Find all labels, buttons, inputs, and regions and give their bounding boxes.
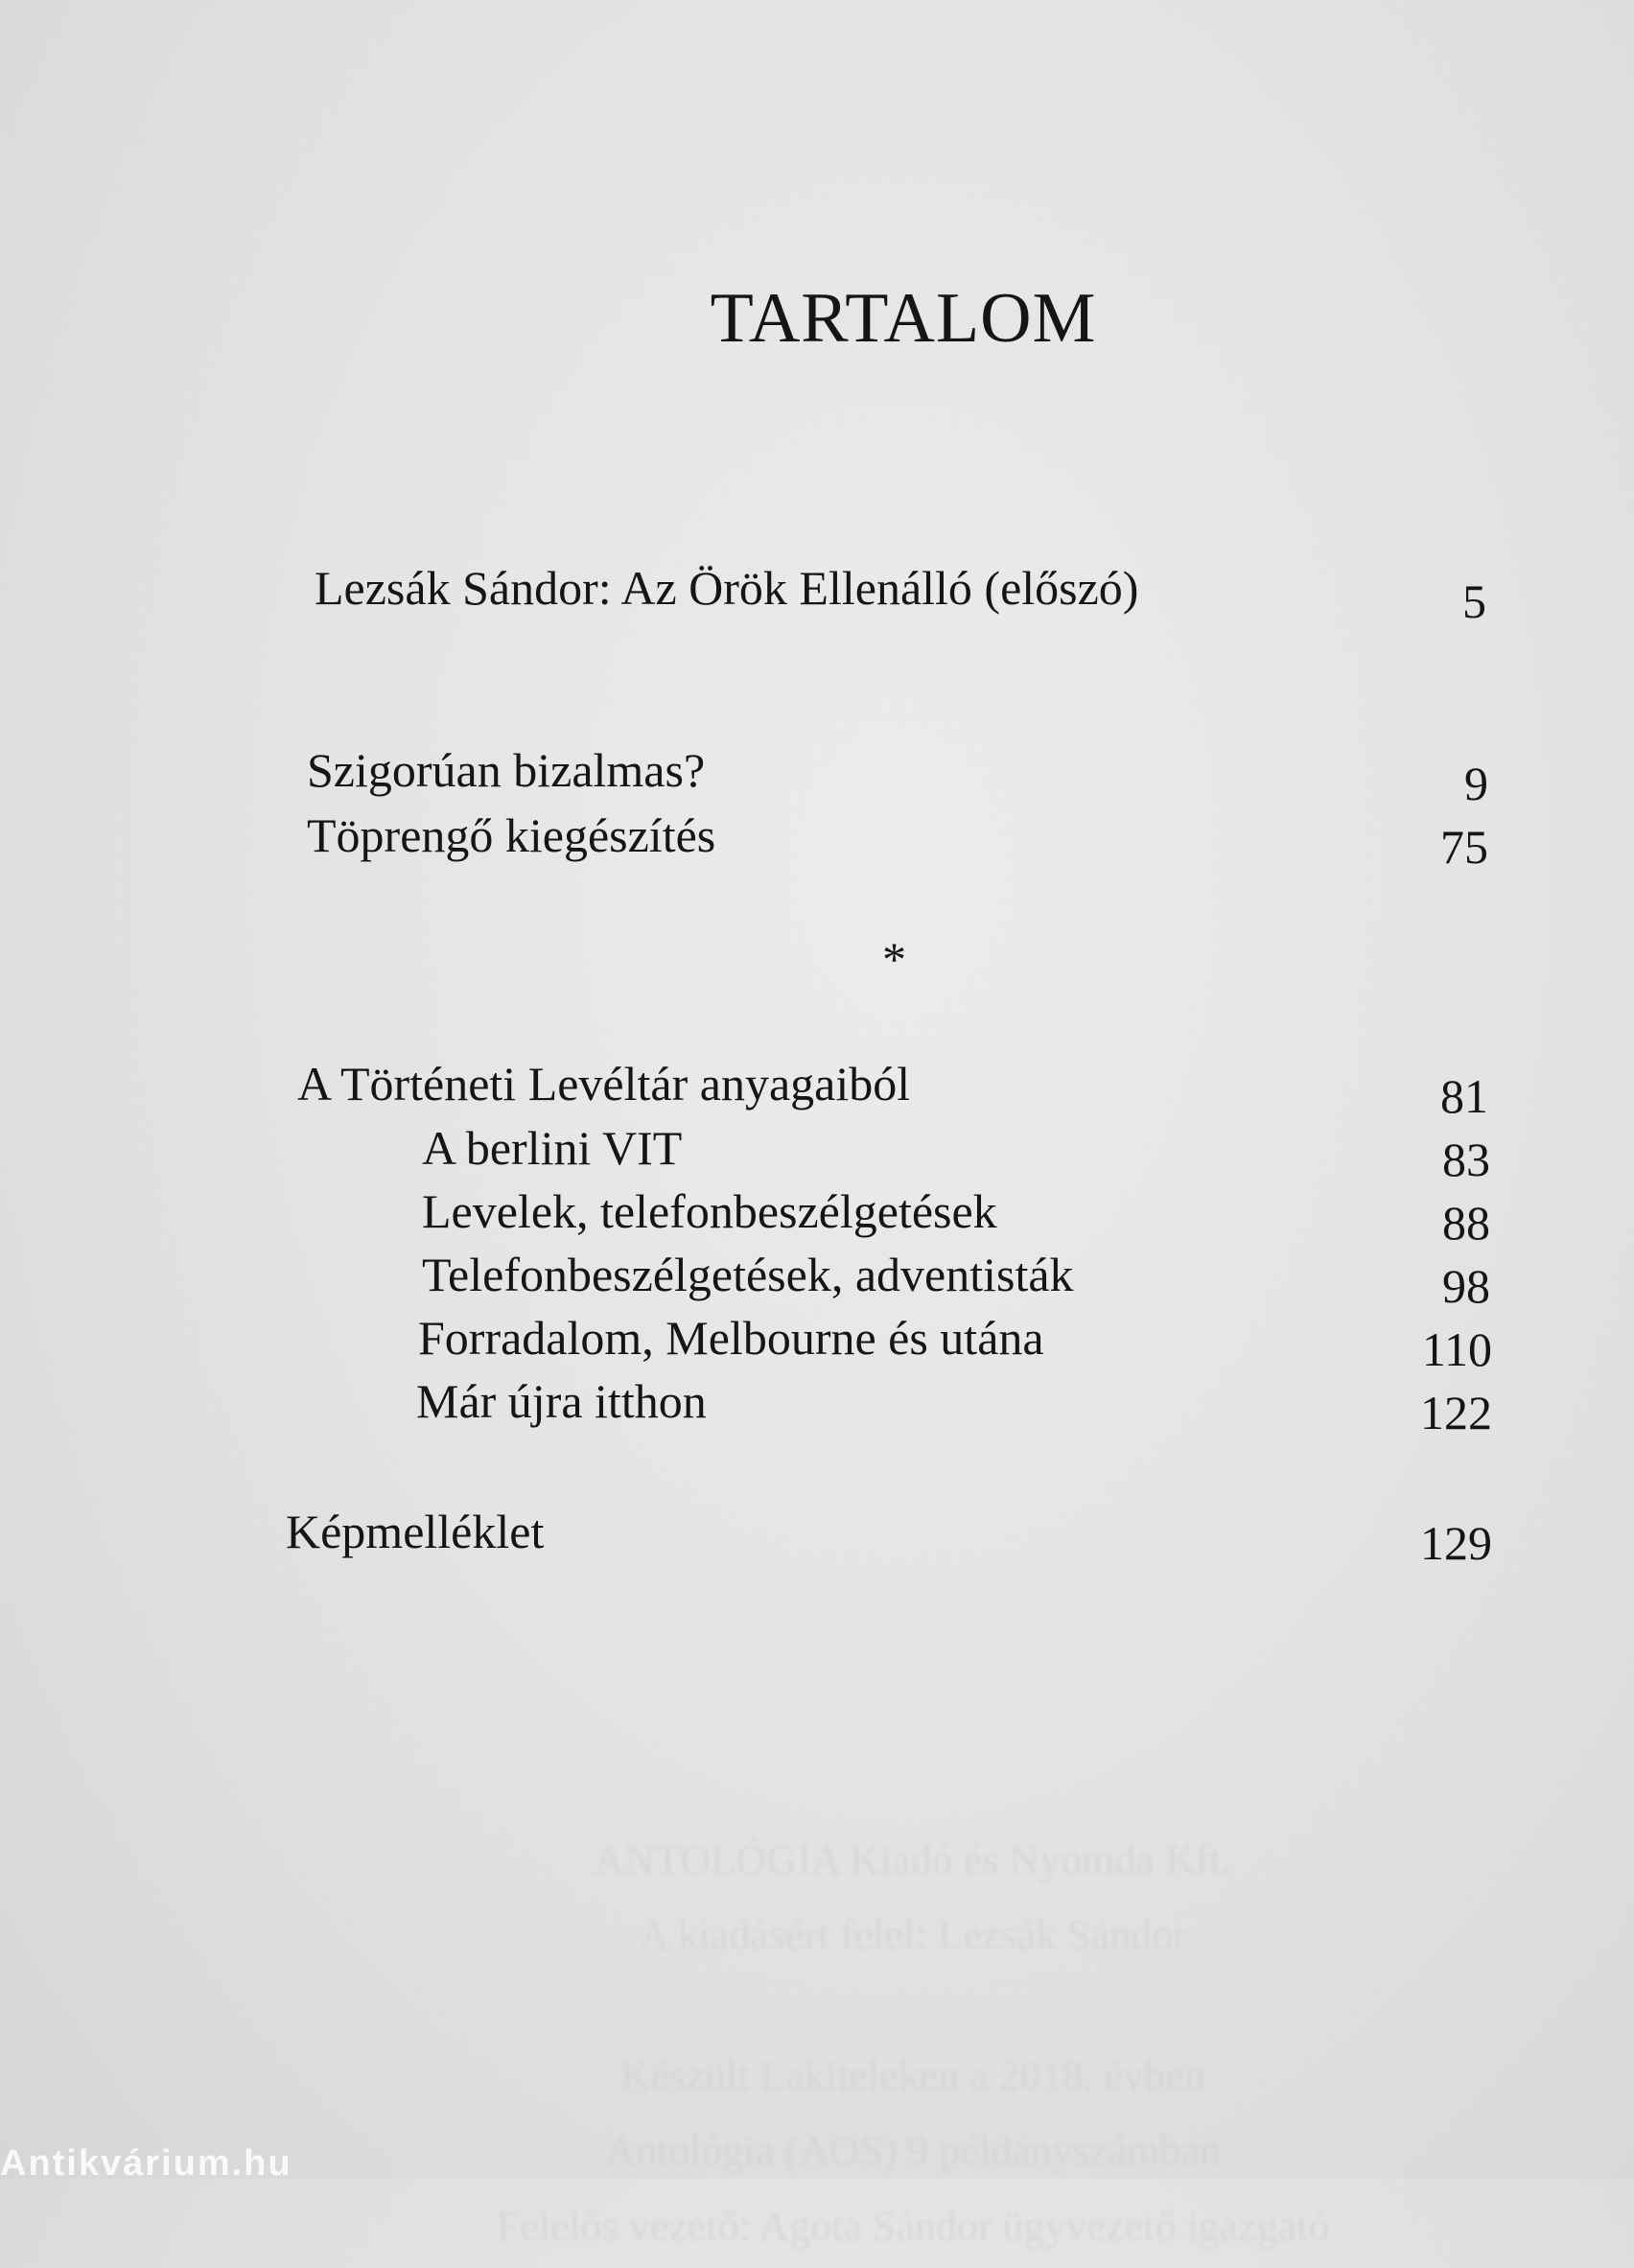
toc-entry: Szigorúan bizalmas? [307, 743, 706, 797]
toc-page-number: 81 [1440, 1069, 1488, 1123]
bleed-through-line: A kiadásért felel: Lezsák Sándor [639, 1911, 1187, 1959]
toc-entry-preface: Lezsák Sándor: Az Örök Ellenálló (előszó) [315, 561, 1139, 615]
toc-page-number: 122 [1420, 1386, 1492, 1439]
toc-page-number: 75 [1440, 820, 1488, 874]
toc-subentry: Forradalom, Melbourne és utána [418, 1311, 1044, 1365]
toc-subentry: A berlini VIT [422, 1121, 683, 1175]
bleed-through-text [0, 1827, 1634, 2268]
bleed-through-line: ANTOLÓGIA Kiadó és Nyomda Kft. [594, 1836, 1232, 1883]
toc-subentry: Már újra itthon [416, 1374, 707, 1428]
toc-page-number: 83 [1442, 1133, 1490, 1186]
toc-page-number: 98 [1442, 1259, 1490, 1313]
site-watermark: Antikvárium.hu [0, 2143, 292, 2184]
toc-page-number: 88 [1442, 1196, 1490, 1250]
toc-page-number: 9 [1464, 757, 1488, 810]
toc-entry-appendix: Képmelléklet [286, 1505, 545, 1558]
bleed-through-line: Készült Lakiteleken a 2018. évben [620, 2051, 1205, 2099]
toc-page-number: 129 [1420, 1516, 1492, 1570]
bleed-through-line: Felelős vezető: Agota Sándor ügyvezető igazgató [496, 2202, 1330, 2250]
toc-subentry: Telefonbeszélgetések, adventisták [422, 1248, 1074, 1301]
page-title: TARTALOM [710, 279, 1097, 358]
toc-page-number: 110 [1421, 1322, 1492, 1376]
toc-page-number: 5 [1462, 574, 1486, 628]
bleed-through-line: Antológia (AOS) 9 példányszámban [605, 2127, 1221, 2175]
toc-subentry: Levelek, telefonbeszélgetések [422, 1184, 997, 1238]
section-separator-asterisk: * [882, 932, 906, 986]
toc-entry: Töprengő kiegészítés [307, 808, 716, 862]
toc-entry-section: A Történeti Levéltár anyagaiból [297, 1057, 911, 1111]
